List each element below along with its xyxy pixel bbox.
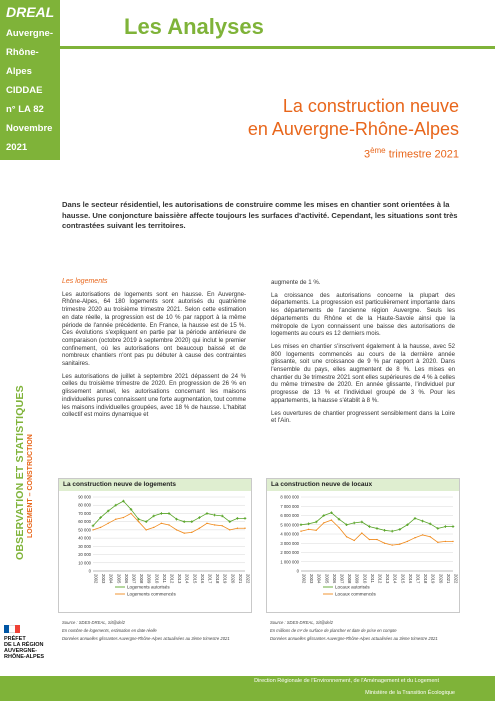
y-tick-label: 6 000 000 [280,513,299,518]
quarter-suffix: ème [370,146,386,155]
x-tick-label: 2016 [199,574,205,584]
data-point [376,539,377,540]
y-tick-label: 0 [296,568,299,574]
y-tick-label: 50 000 [78,527,91,533]
x-tick-label: 2007 [131,574,137,584]
data-point [422,534,423,535]
data-point [191,532,192,533]
footer-line-2: Ministère de la Transition Écologique [365,690,455,696]
x-tick-label: 2015 [192,574,198,584]
data-point [213,514,216,517]
vertical-main-label: OBSERVATION ET STATISTIQUES [14,385,26,560]
source-line: Source : SDES-DREAL, Sit@del2 [62,620,125,625]
legend-label: Logements commencés [127,591,176,597]
x-tick-label: 2020 [438,574,444,584]
x-tick-label: 2009 [354,574,360,584]
x-tick-label: 2008 [139,574,145,584]
data-point [138,521,139,522]
x-tick-label: 2011 [369,574,375,584]
data-point [445,541,446,542]
data-point [130,513,131,514]
x-tick-label: 2017 [415,574,421,584]
data-point [92,529,93,530]
data-point [183,520,186,523]
x-tick-label: 2006 [123,574,129,584]
x-tick-label: 2006 [331,574,337,584]
x-tick-label: 2020 [230,574,236,584]
data-point [236,517,239,520]
x-tick-label: 2019 [430,574,436,584]
data-point [160,512,163,515]
data-point [383,529,386,532]
x-tick-label: 2014 [392,574,398,584]
chart-source-right [270,619,470,643]
x-tick-label: 2017 [207,574,213,584]
x-tick-label: 2014 [184,574,190,584]
y-tick-label: 40 000 [78,535,91,541]
x-tick-label: 2008 [347,574,353,584]
data-point [331,519,332,520]
quarter-number: 3 [363,148,371,161]
x-tick-label: 2002 [93,574,99,584]
data-point [353,522,356,525]
chart-title: La construction neuve de logements [59,479,251,491]
data-point [444,525,447,528]
prefet-line: PRÉFET [4,636,26,642]
quarter-label: trimestre 2021 [388,148,459,161]
y-tick-label: 8 000 000 [280,494,299,500]
x-tick-label: 2018 [215,574,221,584]
data-point [452,541,453,542]
data-point [146,529,147,530]
data-point [323,522,324,523]
right-column [271,279,455,430]
x-tick-label: 2003 [309,574,315,584]
body-paragraph: La croissance des autorisations concerne la plupart des départements. La progression est particulièrement importante dans les départements de l'ancienne région Auvergne. Seuls les départements du Rhône et de la Haute-Savoie ainsi que la métropole de Lyon connaissent une baisse des autorisations de logements au cours es 12 derniers mois. [271,291,455,338]
y-tick-label: 7 000 000 [280,503,299,509]
chart-logements [58,478,252,613]
x-tick-label: 2016 [407,574,413,584]
prefet-line: DE LA RÉGION [4,642,44,648]
x-tick-label: 2013 [177,574,183,584]
brand-name: DREAL [6,4,55,20]
header-divider [60,46,495,49]
data-point [392,544,393,545]
source-line: En millions de m² de surface de plancher et date de prise en compte [270,628,397,633]
series-title: Les Analyses [124,14,264,39]
chart-logements-plot [59,491,251,613]
data-point [308,529,309,530]
x-tick-label: 2018 [423,574,429,584]
data-point [222,525,223,526]
y-tick-label: 2 000 000 [280,550,299,555]
chart-locaux-plot [267,491,459,613]
data-point [452,525,455,528]
data-point [421,520,424,523]
y-tick-label: 90 000 [78,494,91,500]
title-line-1: La construction neuve [282,96,459,116]
data-point [214,524,215,525]
data-point [384,543,385,544]
sidebar-line: Novembre [6,123,53,134]
french-flag-icon [4,625,20,633]
data-point [300,523,303,526]
y-tick-label: 80 000 [78,502,91,508]
footer-band [0,676,495,701]
x-tick-label: 2010 [362,574,368,584]
y-tick-label: 10 000 [78,560,91,566]
source-line: En nombre de logements, estimation en date réelle [62,628,157,633]
prefet-logo [4,625,50,660]
legend-label: Logements autorisés [127,584,170,590]
x-tick-label: 2004 [316,574,322,584]
data-point [237,528,238,529]
sidebar-line: n° LA 82 [6,104,44,115]
data-point [361,532,362,533]
y-tick-label: 20 000 [78,552,91,558]
sidebar-line: Auvergne- [6,28,53,39]
prefet-line: RHÔNE-ALPES [4,654,45,660]
title-line-2: en Auvergne-Rhône-Alpes [247,119,459,139]
data-point [176,529,177,530]
y-tick-label: 3 000 000 [280,540,299,546]
data-point [199,528,200,529]
data-point [168,524,169,525]
y-tick-label: 1 000 000 [280,559,299,565]
data-point [346,536,347,537]
data-point [161,523,162,524]
data-point [108,523,109,524]
chart-source-left [62,619,262,643]
lead-paragraph: Dans le secteur résidentiel, les autorisations de construire comme les mises en chantier sont orientées à la hausse. Une conjoncture baissière affecte toujours les surfaces d'activité. Cependant, les situations sont très contrastées suivant les territoires. [62,200,458,230]
y-tick-label: 4 000 000 [280,531,299,537]
vertical-label [14,350,34,560]
data-point [100,527,101,528]
data-point [153,527,154,528]
body-paragraph: Les ouvertures de chantier progressent sensiblement dans la Loire et l'Ain. [271,409,455,425]
chart-locaux [266,478,460,613]
source-line: Source : SDES-DREAL, Sit@del2 [270,620,333,625]
x-tick-label: 2022 [245,574,251,584]
data-point [399,543,400,544]
data-point [229,529,230,530]
legend-label: Locaux autorisés [335,584,370,590]
page-title [248,94,459,164]
prefet-line: AUVERGNE- [4,648,38,654]
x-tick-label: 2005 [324,574,330,584]
x-tick-label: 2012 [169,574,175,584]
data-point [123,517,124,518]
body-paragraph: Les mises en chantier s'inscrivent également à la hausse, avec 52 800 logements commencés au cours de la dernière année glissante, soit une croissance de 9 % par rapport à 2020. Dans l'ensemble du pays, elles augmentent de 8 %. Les mises en chantier du 3e trimestre 2021 sont elles supérieures de 4 % à celles du même trimestre de 2020. En année glissante, l'individuel pur progresse de 13 % et l'individuel groupé de 3 %. Pour les appartements, la hausse s'établit à 8 %. [271,342,455,404]
x-tick-label: 2022 [453,574,459,584]
x-tick-label: 2021 [237,574,243,584]
footer-line-1: Direction Régionale de l'Environnement, de l'Aménagement et du Logement [254,678,439,684]
data-point [430,536,431,537]
data-point [369,539,370,540]
data-point [414,537,415,538]
chart-title: La construction neuve de locaux [267,479,459,491]
source-line: Données annuelles glissantes Auvergne-Rhône-Alpes actualisées au 3ème trimestre 2021 [270,636,438,641]
sidebar-line: Rhône-Alpes [6,47,39,77]
section-subtitle: Les logements [62,278,108,285]
x-tick-label: 2011 [161,574,167,584]
y-tick-label: 0 [88,568,91,574]
title-quarter [248,142,459,164]
data-point [300,531,301,532]
sidebar-band [0,0,60,160]
x-tick-label: 2007 [339,574,345,584]
body-paragraph: augmente de 1 %. [271,279,321,286]
x-tick-label: 2013 [385,574,391,584]
data-point [391,530,394,533]
x-tick-label: 2015 [400,574,406,584]
data-point [115,519,116,520]
data-point [437,542,438,543]
vertical-sub-label: LOGEMENT – CONSTRUCTION [27,434,34,538]
data-point [244,517,247,520]
data-point [338,527,339,528]
x-tick-label: 2005 [116,574,122,584]
data-point [316,530,317,531]
body-paragraph: Les autorisations de juillet à septembre 2021 dépassent de 24 % celles du troisième trimestre de 2020. En progression de 26 % en glissement annuel, les autorisations concernant les maisons individuelles pures connaissent une forte augmentation, tout comme les maisons individuelles groupées, avec 18 % de hausse. L'habitat collectif est moins dynamique et [62,372,246,419]
y-tick-label: 60 000 [78,519,91,525]
sidebar-line: CIDDAE [6,85,43,96]
x-tick-label: 2003 [101,574,107,584]
x-tick-label: 2021 [445,574,451,584]
data-point [206,523,207,524]
x-tick-label: 2010 [154,574,160,584]
x-tick-label: 2009 [146,574,152,584]
data-point [184,532,185,533]
source-line: Données annuelles glissantes Auvergne-Rhône-Alpes actualisées au 3ème trimestre 2021 [62,636,230,641]
x-tick-label: 2012 [377,574,383,584]
sidebar-line: 2021 [6,142,28,153]
y-tick-label: 5 000 000 [280,522,299,528]
x-tick-label: 2019 [222,574,228,584]
data-point [244,528,245,529]
y-tick-label: 30 000 [78,543,91,549]
left-column [62,278,246,424]
data-point [354,540,355,541]
data-point [376,527,379,530]
y-tick-label: 70 000 [78,510,91,516]
x-tick-label: 2002 [301,574,307,584]
legend-label: Locaux commencés [335,591,376,597]
data-point [407,541,408,542]
body-paragraph: Les autorisations de logements sont en hausse. En Auvergne-Rhône-Alpes, 64 180 logements sont autorisés du quatrième trimestre 2020 au troisième trimestre 2021. Selon cette estimation en date réelle, la progression est de 10 % par rapport à la même période de l'année précédente. En France, la hausse est de 15 %. Ces évolutions s'expliquent en partie par la période antérieure de comparaison (octobre 2019 à septembre 2020) qui inclut le premier confinement, où les autorisations ont beaucoup baissé et de nombreux chantiers n'ont pas pu débuter à cause des contraintes sanitaires. [62,290,246,368]
x-tick-label: 2004 [108,574,114,584]
